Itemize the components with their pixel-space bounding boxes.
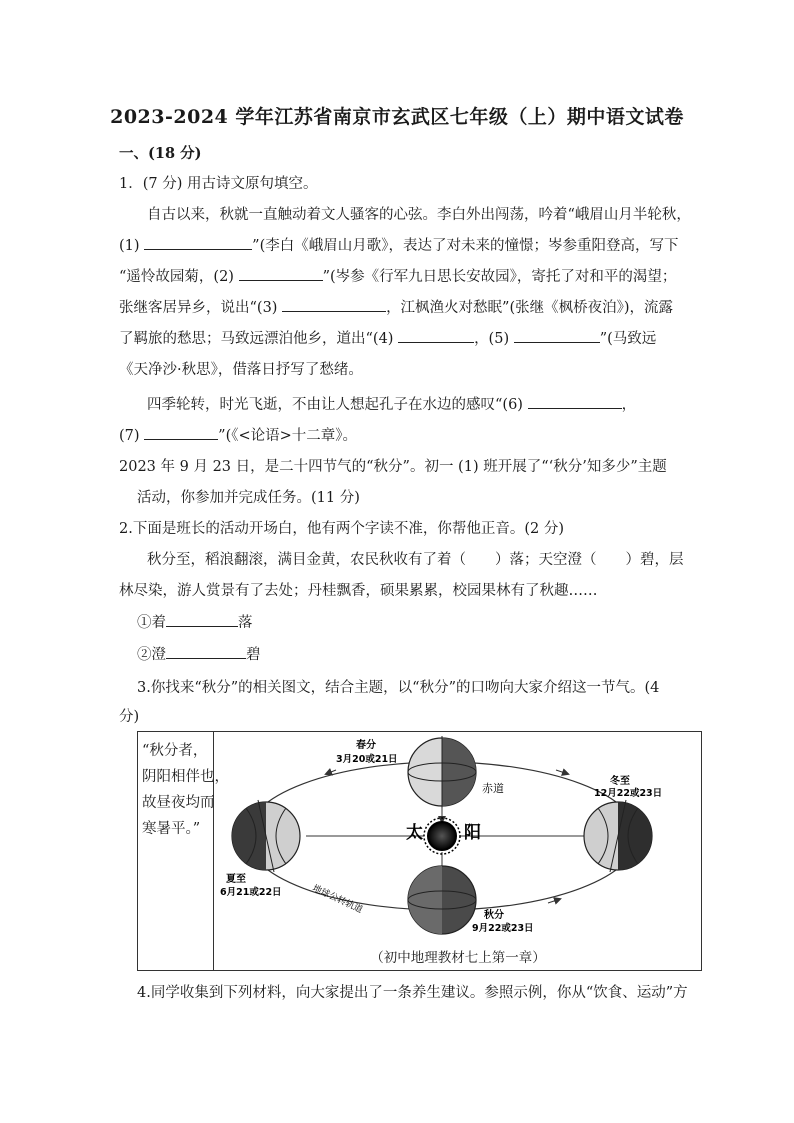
winter-label: 冬至 <box>610 776 630 787</box>
quote-line: 故昼夜均而 <box>142 795 215 811</box>
sun <box>428 822 456 850</box>
quote-line: 寒暑平。” <box>142 821 201 837</box>
q3-stem: 3.你找来“秋分”的相关图文，结合主题，以“秋分”的口吻向大家介绍这一节气。(4 <box>137 680 660 696</box>
autumn-label: 秋分 <box>484 910 504 921</box>
autumn-date: 9月22或23日 <box>472 923 534 934</box>
winter-date: 12月22或23日 <box>594 788 663 799</box>
orbit-arrow <box>556 770 568 774</box>
spring-label: 春分 <box>356 740 376 751</box>
q1-para-line <box>119 328 656 350</box>
q1-para-line <box>147 394 636 416</box>
sun-label-right: 阳 <box>464 823 481 843</box>
blank-label: (7) <box>119 428 140 444</box>
q1-text: ”(李白《峨眉山月歌》，表达了对未来的憧憬；岑参重阳登高，写下 <box>252 238 679 254</box>
q1-text: 四季轮转，时光飞逝，不由让人想起孔子在水边的感叹“(6) <box>147 397 523 413</box>
q2-answer-1 <box>137 612 253 634</box>
answer-blank-1[interactable] <box>144 235 252 250</box>
orbit-label: 地球公转轨道 <box>310 883 364 916</box>
q2-para-line: 林尽染，游人赏景有了去处；丹桂飘香，硕果累累，校园果林有了秋趣…… <box>119 583 598 599</box>
q3-stem-cont: 分) <box>119 709 140 725</box>
q2-answer-label: ①着 <box>137 615 166 631</box>
answer-blank-7[interactable] <box>144 425 218 440</box>
q1-para-line <box>119 235 678 257</box>
intro-line: 活动，你参加并完成任务。(11 分) <box>137 490 360 506</box>
q1-text: “遥怜故园菊，(2) <box>119 269 234 285</box>
quote-cell <box>138 732 229 970</box>
q1-text: ，江枫渔火对愁眠”(张继《枫桥夜泊》)，流露 <box>386 300 674 316</box>
page-title: 2023-2024 学年江苏省南京市玄武区七年级（上）期中语文试卷 <box>110 106 684 128</box>
autumn-globe <box>408 866 476 934</box>
spring-globe <box>408 736 476 808</box>
orbit-arrow <box>326 770 336 774</box>
q1-para-line <box>119 425 357 447</box>
q2-stem: 2.下面是班长的活动开场白，他有两个字读不准，你帮他正音。(2 分) <box>119 521 564 537</box>
q1-text: ”(《<论语>十二章》。 <box>218 428 358 444</box>
q1-para-line: 《天净沙·秋思》，借落日抒写了愁绪。 <box>119 362 363 378</box>
q2-answer-label: ②澄 <box>137 647 166 663</box>
q1-text: 张继客居异乡，说出“(3) <box>119 300 278 316</box>
q4-stem: 4.同学收集到下列材料，向大家提出了一条养生建议。参照示例，你从“饮食、运动”方 <box>137 985 688 1001</box>
answer-blank-3[interactable] <box>282 297 386 312</box>
q1-text: ，(5) <box>474 331 510 347</box>
answer-blank-6[interactable] <box>528 394 622 409</box>
quote-line: 阴阳相伴也， <box>142 769 229 785</box>
q2-answer-label: 碧 <box>246 647 261 663</box>
winter-globe <box>584 800 652 872</box>
q2-answer-label: 落 <box>238 615 253 631</box>
q1-text: ”(马致远 <box>599 331 657 347</box>
summer-label: 夏至 <box>226 874 246 885</box>
pinyin-blank-2[interactable] <box>166 644 246 659</box>
quote-line: “秋分者， <box>142 743 208 759</box>
q2-para-line: 秋分至，稻浪翻滚，满目金黄，农民秋收有了着（ ）落；天空澄（ ）碧，层 <box>147 552 684 568</box>
spring-date: 3月20或21日 <box>336 754 398 765</box>
earth-orbit-diagram <box>216 734 700 942</box>
q1-para-line <box>119 297 673 319</box>
blank-label: (1) <box>119 238 140 254</box>
figure-caption: （初中地理教材七上第一章） <box>370 950 546 966</box>
intro-line: 2023 年 9 月 23 日，是二十四节气的“秋分”。初一 (1) 班开展了“‘秋分’知多少”主题 <box>119 459 667 475</box>
orbit-arrow <box>548 899 560 903</box>
summer-globe <box>232 800 300 872</box>
figure-table <box>137 731 702 971</box>
sun-label-left: 太 <box>406 823 423 843</box>
answer-blank-5[interactable] <box>514 328 600 343</box>
answer-blank-4[interactable] <box>398 328 474 343</box>
q1-text: ”(岑参《行军九日思长安故园》，寄托了对和平的渴望； <box>322 269 677 285</box>
answer-blank-2[interactable] <box>239 266 323 281</box>
summer-date: 6月21或22日 <box>220 887 282 898</box>
equator-label: 赤道 <box>482 782 504 795</box>
q1-para-line: 自古以来，秋就一直触动着文人骚客的心弦。李白外出闯荡，吟着“峨眉山月半轮秋， <box>147 207 691 223</box>
q1-para-line <box>119 266 676 288</box>
q1-text: ， <box>621 397 637 413</box>
section-heading: 一、(18 分) <box>119 145 202 162</box>
pinyin-blank-1[interactable] <box>166 612 238 627</box>
q1-text: 了羁旅的愁思；马致远漂泊他乡，道出“(4) <box>119 331 394 347</box>
q2-answer-2 <box>137 644 261 666</box>
q1-stem: 1．(7 分) 用古诗文原句填空。 <box>119 176 318 192</box>
